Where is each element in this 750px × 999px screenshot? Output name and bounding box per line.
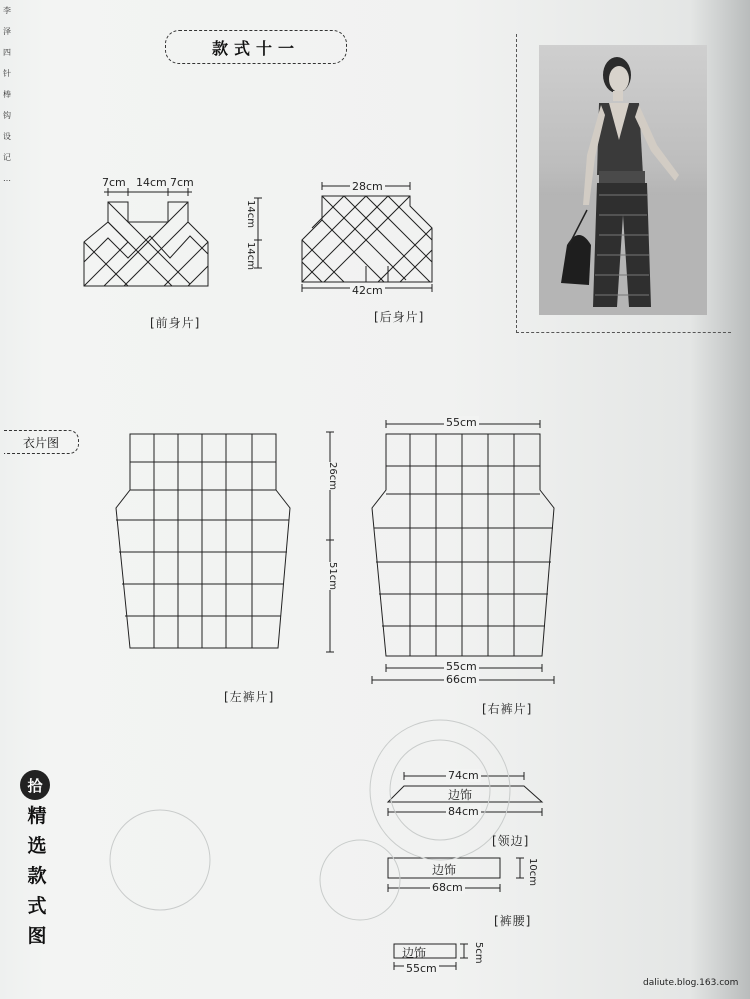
front-piece (84, 188, 208, 286)
back-caption: [后身片] (374, 310, 425, 324)
side-title-char: 精 (27, 805, 47, 827)
left-leg-dim-lower: 51cm (327, 562, 338, 590)
waist-dim-h: 10cm (527, 858, 538, 886)
front-caption: [前身片] (150, 316, 201, 330)
right-leg-dim-top: 55cm (446, 416, 477, 429)
right-leg-dim-b2: 66cm (446, 673, 477, 686)
left-leg-dim-upper: 26cm (327, 462, 338, 490)
side-title-char: 式 (27, 895, 47, 917)
front-dim-7b: 7cm (170, 176, 194, 189)
waist-inner: 边饰 (432, 863, 457, 877)
collar-dim-top: 74cm (448, 769, 479, 782)
left-leg-piece (116, 432, 334, 652)
side-title (14, 770, 60, 950)
collar-dim-bottom: 84cm (448, 805, 479, 818)
front-dim-14: 14cm (136, 176, 167, 189)
side-title-char: 图 (27, 925, 47, 947)
front-dim-h1: 14cm (245, 200, 256, 228)
waist-caption: [裤腰] (494, 914, 532, 928)
side-badge: 拾 (20, 770, 50, 800)
collar-inner: 边饰 (448, 788, 473, 802)
left-leg-caption: [左裤片] (224, 690, 275, 704)
front-dim-7a: 7cm (102, 176, 126, 189)
cuff-dim-bottom: 55cm (406, 962, 437, 975)
right-leg-dim-b1: 55cm (446, 660, 477, 673)
side-title-char: 款 (27, 865, 47, 887)
back-dim-bottom: 42cm (352, 284, 383, 297)
cuff-dim-h: 5cm (473, 942, 484, 964)
page-title: 款式十一 (165, 30, 347, 64)
back-piece (302, 182, 432, 292)
collar-caption: [领边] (492, 834, 530, 848)
left-margin-text: 李 泽 四 针 棒 钩 设 记 … (3, 6, 11, 183)
right-leg-caption: [右裤片] (482, 702, 533, 716)
right-leg-piece (372, 420, 554, 684)
front-dim-h2: 14cm (245, 242, 256, 270)
side-title-char: 选 (27, 835, 47, 857)
waist-dim-bottom: 68cm (432, 881, 463, 894)
cuff-inner: 边饰 (402, 946, 427, 960)
section-label: 衣片图 (4, 430, 79, 454)
footer-url: daliute.blog.163.com (643, 978, 739, 988)
back-dim-top: 28cm (352, 180, 383, 193)
